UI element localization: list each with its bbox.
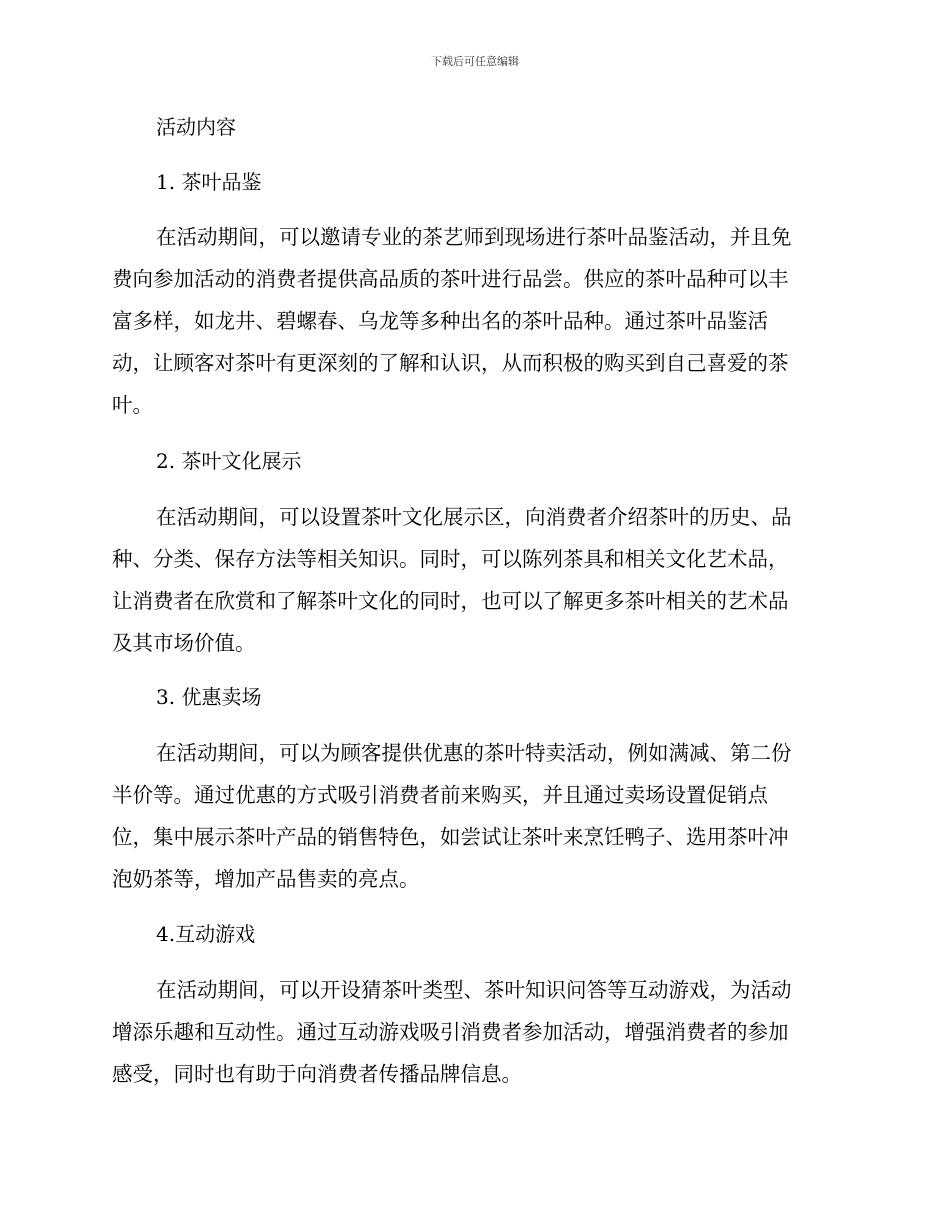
paragraph-line: 增添乐趣和互动性。通过互动游戏吸引消费者参加活动，增强消费者的参加 <box>112 1020 789 1044</box>
section-heading-2: 2. 茶叶文化展示 <box>156 449 302 473</box>
paragraph-line: 富多样，如龙井、碧螺春、乌龙等多种出名的茶叶品种。通过茶叶品鉴活 <box>112 309 768 333</box>
paragraph-line: 在活动期间，可以为顾客提供优惠的茶叶特卖活动，例如满减、第二份 <box>156 741 792 765</box>
section-paragraph-1 <box>112 216 832 426</box>
paragraph-line: 半价等。通过优惠的方式吸引消费者前来购买，并且通过卖场设置促销点 <box>112 783 768 807</box>
paragraph-line: 泡奶茶等，增加产品售卖的亮点。 <box>112 867 420 891</box>
paragraph-line: 种、分类、保存方法等相关知识。同时，可以陈列茶具和相关文化艺术品， <box>112 547 789 571</box>
section-paragraph-2 <box>112 496 832 664</box>
document-title: 活动内容 <box>156 115 236 139</box>
section-heading-3: 3. 优惠卖场 <box>156 685 262 709</box>
paragraph-line: 在活动期间，可以邀请专业的茶艺师到现场进行茶叶品鉴活动，并且免 <box>156 225 792 249</box>
paragraph-line: 费向参加活动的消费者提供高品质的茶叶进行品尝。供应的茶叶品种可以丰 <box>112 267 789 291</box>
paragraph-line: 感受，同时也有助于向消费者传播品牌信息。 <box>112 1062 522 1086</box>
paragraph-line: 及其市场价值。 <box>112 631 256 655</box>
section-heading-4: 4.互动游戏 <box>156 922 256 946</box>
paragraph-line: 在活动期间，可以设置茶叶文化展示区，向消费者介绍茶叶的历史、品 <box>156 505 792 529</box>
section-paragraph-3 <box>112 732 832 900</box>
paragraph-line: 让消费者在欣赏和了解茶叶文化的同时，也可以了解更多茶叶相关的艺术品 <box>112 589 789 613</box>
section-heading-1: 1. 茶叶品鉴 <box>156 170 262 194</box>
paragraph-line: 动，让顾客对茶叶有更深刻的了解和认识，从而积极的购买到自己喜爱的茶 <box>112 351 789 375</box>
paragraph-line: 叶。 <box>112 393 153 417</box>
page-header: 下载后可任意编辑 <box>431 55 519 68</box>
section-paragraph-4 <box>112 969 832 1095</box>
paragraph-line: 在活动期间，可以开设猜茶叶类型、茶叶知识问答等互动游戏，为活动 <box>156 978 792 1002</box>
paragraph-line: 位，集中展示茶叶产品的销售特色，如尝试让茶叶来烹饪鸭子、选用茶叶冲 <box>112 825 789 849</box>
